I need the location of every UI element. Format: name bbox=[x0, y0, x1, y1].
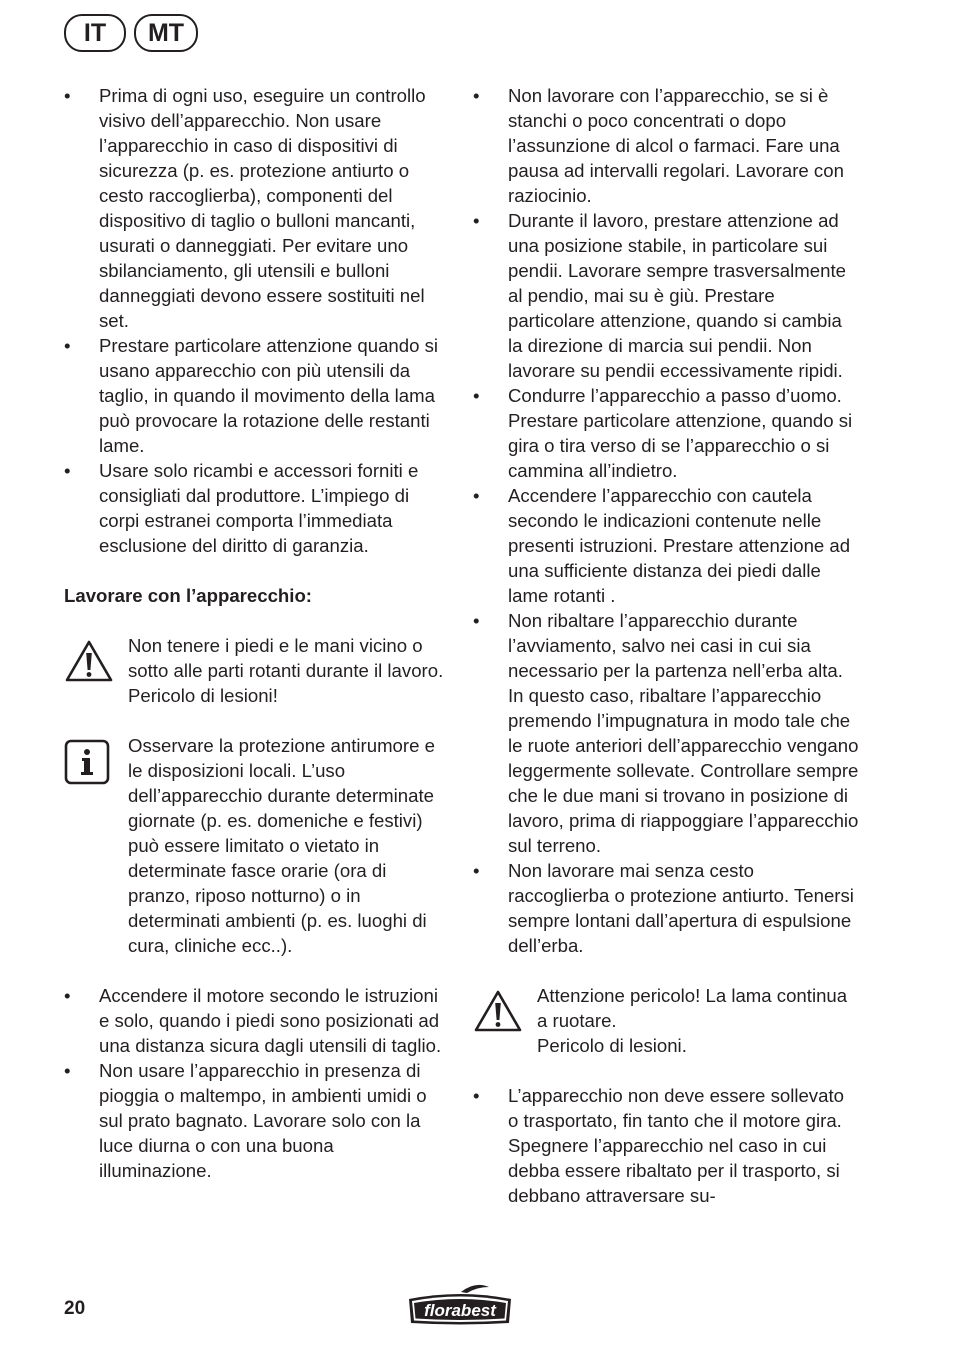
list-item: • Non usare l’apparecchio in presenza di pioggia o maltempo, in ambienti umidi o sul prato bagnato. Lavorare solo con la luce diurna o con una buona illuminazione. bbox=[64, 1058, 448, 1183]
brand-name: florabest bbox=[424, 1301, 496, 1320]
list-item: • L’apparecchio non deve essere sollevato o trasportato, fin tanto che il motore gira. Spegnere l’apparecchio nel caso in cui debba essere ribaltato per il trasporto, si debbano attraversare su- bbox=[473, 1083, 859, 1208]
warning-icon bbox=[473, 983, 537, 1039]
florabest-logo bbox=[405, 1283, 515, 1327]
info-text: Osservare la protezione antirumore e le disposizioni locali. L’uso dell’apparecchio durante determinate giornate (p. es. domeniche e festivi) può essere limitato o vietato in determinate fasce orarie (ora di pranzo, riposo notturno) o in determinati ambienti (p. es. luoghi di cura, cliniche ecc..). bbox=[128, 735, 435, 956]
list-item: • Accendere l’apparecchio con cautela secondo le indicazioni contenute nelle presenti istruzioni. Prestare attenzione ad una sufficiente distanza dei piedi dalle lame rotanti . bbox=[473, 483, 859, 608]
warning-notice bbox=[64, 633, 448, 708]
page-number: 20 bbox=[64, 1298, 86, 1319]
list-item: • Prima di ogni uso, eseguire un controllo visivo dell’apparecchio. Non usare l’apparecchio in caso di dispositivi di sicurezza (p. es. protezione antiurto o cesto raccoglierba), componenti del dispositivo di taglio o bulloni mancanti, usurati o danneggiati. Per evitare uno sbilanciamento, gli utensili e bulloni danneggiati devono essere sostituiti nel set. bbox=[64, 83, 448, 333]
list-item: • Durante il lavoro, prestare attenzione ad una posizione stabile, in particolare sui pendii. Lavorare sempre trasversalmente al pendio, mai su è giù. Prestare particolare attenzione, quando si cambia la direzione di marcia sui pendii. Non lavorare su pendii eccessivamente ripidi. bbox=[473, 208, 859, 383]
section-heading: Lavorare con l’apparecchio: bbox=[64, 585, 313, 606]
language-badge-it: IT bbox=[64, 14, 126, 52]
left-column bbox=[64, 83, 448, 1183]
warning-text-line: Pericolo di lesioni. bbox=[537, 1035, 687, 1056]
info-notice bbox=[64, 733, 448, 958]
warning-notice bbox=[473, 983, 859, 1058]
bullet-list bbox=[473, 83, 859, 958]
language-badges bbox=[64, 14, 198, 52]
list-item: • Non ribaltare l’apparecchio durante l’avviamento, salvo nei casi in cui sia necessario per la partenza nell’erba alta. In questo caso, ribaltare l’apparecchio premendo l’impugnatura in modo tale che le ruote anteriori dell’apparecchio vengano leggermente sollevate. Controllare sempre che le due mani si trovano in posizione di lavoro, prima di riappoggiare l’apparecchio sul terreno. bbox=[473, 608, 859, 858]
bullet-list bbox=[64, 983, 448, 1183]
warning-text-line: Attenzione pericolo! La lama continua a ruotare. bbox=[537, 985, 848, 1031]
bullet-list bbox=[64, 83, 448, 558]
list-item: • Non lavorare con l’apparecchio, se si è stanchi o poco concentrati o dopo l’assunzione di alcol o farmaci. Fare una pausa ad intervalli regolari. Lavorare con raziocinio. bbox=[473, 83, 859, 208]
list-item: • Prestare particolare attenzione quando si usano apparecchio con più utensili da taglio, in quando il movimento della lama può provocare la rotazione delle restanti lame. bbox=[64, 333, 448, 458]
info-icon bbox=[64, 733, 128, 791]
list-item: • Condurre l’apparecchio a passo d’uomo. Prestare particolare attenzione, quando si gira o tira verso di se l’apparecchio o si cammina all’indietro. bbox=[473, 383, 859, 483]
bullet-list bbox=[473, 1083, 859, 1208]
warning-text: Non tenere i piedi e le mani vicino o sotto alle parti rotanti durante il lavoro. Pericolo di lesioni! bbox=[128, 635, 444, 706]
list-item: • Accendere il motore secondo le istruzioni e solo, quando i piedi sono posizionati ad una distanza sicura dagli utensili di taglio. bbox=[64, 983, 448, 1058]
warning-icon bbox=[64, 633, 128, 689]
list-item: • Usare solo ricambi e accessori forniti e consigliati dal produttore. L’impiego di corpi estranei comporta l’immediata esclusione del diritto di garanzia. bbox=[64, 458, 448, 558]
right-column bbox=[473, 83, 859, 1208]
warning-text bbox=[537, 983, 859, 1058]
language-badge-mt: MT bbox=[134, 14, 198, 52]
list-item: • Non lavorare mai senza cesto raccoglierba o protezione antiurto. Tenersi sempre lontani dall’apertura di espulsione dell’erba. bbox=[473, 858, 859, 958]
